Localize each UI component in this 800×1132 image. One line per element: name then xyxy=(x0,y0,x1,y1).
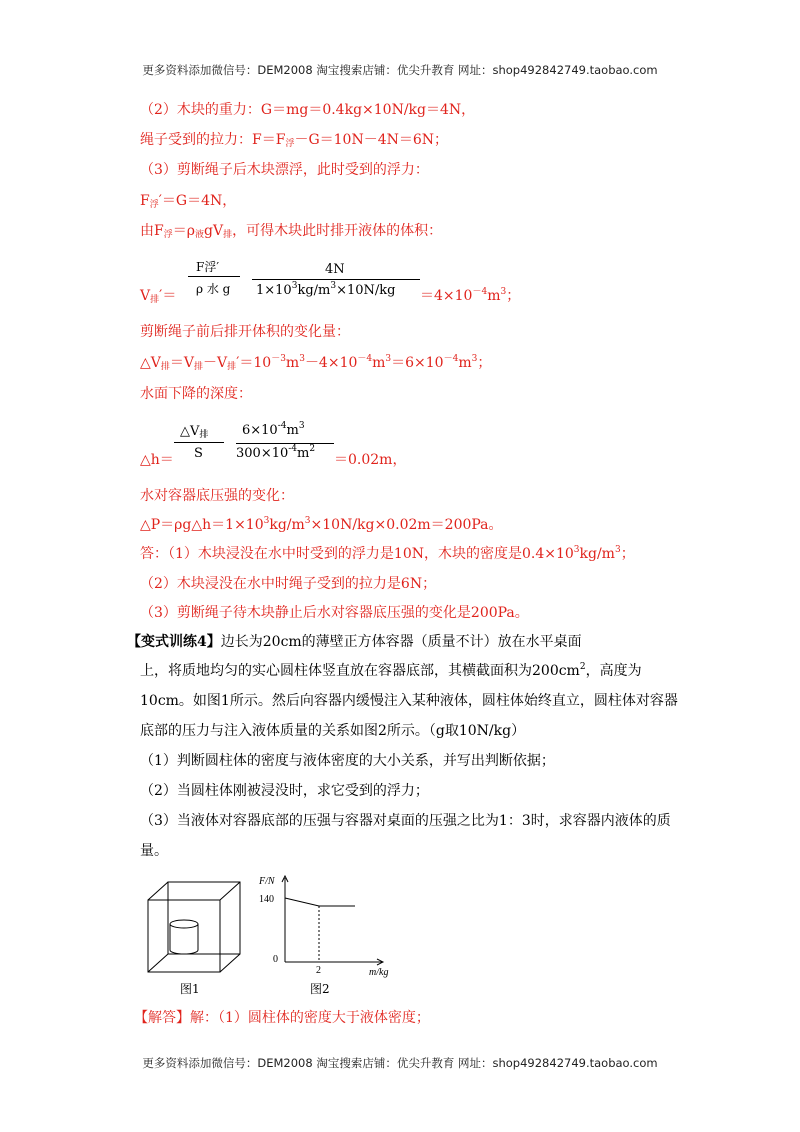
origin-label: 0 xyxy=(273,954,278,965)
y-axis-label: F/N xyxy=(259,876,275,887)
solution-line-10-left: △h＝ xyxy=(140,452,174,468)
fraction-4-bar xyxy=(236,443,334,444)
fraction-2-denominator: $1\times 10^3kg/m^3\times 10N/kg$ xyxy=(256,281,396,298)
question-line-4: 底部的压力与注入液体质量的关系如图2所示。（g取10N/kg） xyxy=(140,723,526,739)
cube-back-face xyxy=(168,882,240,954)
answer-start-text: 解：（1）圆柱体的密度大于液体密度； xyxy=(190,1010,430,1026)
solution-line-7: 剪断绳子前后排开体积的变化量： xyxy=(140,324,350,340)
cube-front-face xyxy=(148,900,220,972)
fraction-4-numerator: $6\times 10^{-4}m^3$ xyxy=(242,421,305,438)
solution-line-6-left: $V_排'=$ xyxy=(140,288,177,305)
solution-line-6-right: $=4\times 10^{-4}m^3$； xyxy=(420,287,521,304)
solution-line-4: $F_浮'=G=4N$， xyxy=(140,193,237,210)
answer-line-3: （3）剪断绳子待木块静止后水对容器底压强的变化是200Pa。 xyxy=(140,605,529,621)
solution-line-1: （2）木块的重力：G＝mg＝0.4kg×10N/kg＝4N， xyxy=(140,102,476,118)
page-header: 更多资料添加微信号：DEM2008 淘宝搜索店铺：优尖升教育 网址：shop492842749.taobao.com xyxy=(142,63,658,77)
question-line-3: 10cm。如图1所示。然后向容器内缓慢注入某种液体，圆柱体始终直立，圆柱体对容器 xyxy=(140,693,678,709)
answer-line-1: 答：（1）木块浸没在水中时受到的浮力是10N，木块的密度是$0.4\times 10^3kg/m^3$； xyxy=(140,545,635,562)
figure-1-caption: 图1 xyxy=(180,982,200,996)
figure-2-caption: 图2 xyxy=(310,982,330,996)
fraction-3-bar xyxy=(174,442,224,443)
fraction-2-numerator: 4N xyxy=(325,262,345,277)
answer-start-line xyxy=(134,1009,430,1027)
answer-tag: 【解答】 xyxy=(134,1010,190,1026)
question-line-1-text: 边长为20cm的薄壁正方体容器（质量不计）放在水平桌面 xyxy=(220,634,582,650)
fraction-2-bar xyxy=(252,279,420,280)
graph-line xyxy=(285,898,355,906)
fraction-1-denominator: ρ 水 g xyxy=(196,282,231,296)
fraction-1-numerator: F浮′ xyxy=(196,260,220,274)
fraction-4-denominator: $300\times 10^{-4}m^2$ xyxy=(236,444,316,461)
solution-line-10-right: ＝0.02m， xyxy=(334,452,407,468)
solution-line-9: 水面下降的深度： xyxy=(140,386,252,402)
solution-line-5: 由$F_浮=\rho_液gV_排$，可得木块此时排开液体的体积： xyxy=(140,223,443,240)
solution-line-2: 绳子受到的拉力：$F=F_浮-G=10N-4N=6N$； xyxy=(140,132,449,149)
question-line-7: （3）当液体对容器底部的压强与容器对桌面的压强之比为1：3时，求容器内液体的质 xyxy=(140,813,671,829)
solution-line-8: $\triangle V_排=V_排-V_排'=10^{-3}m^3-4\times 10^{-4}m^3=6\times 10^{-4}m^3$； xyxy=(140,354,492,372)
fraction-1-bar xyxy=(188,276,240,277)
question-tag: 【变式训练4】 xyxy=(127,634,221,650)
solution-line-12: $\triangle P=\rho g\triangle h=1\times 10^3kg/m^3\times 10N/kg\times 0.02m=200Pa$。 xyxy=(140,516,503,533)
x-tick-label: 2 xyxy=(316,965,321,976)
solution-line-3: （3）剪断绳子后木块漂浮，此时受到的浮力： xyxy=(140,162,429,178)
question-line-2: 上，将质地均匀的实心圆柱体竖直放在容器底部，其横截面积为$200cm^2$，高度为 xyxy=(140,662,642,679)
solution-line-11: 水对容器底压强的变化： xyxy=(140,488,294,504)
question-line-1 xyxy=(127,633,582,651)
answer-line-2: （2）木块浸没在水中时绳子受到的拉力是6N； xyxy=(140,576,437,592)
question-line-5: （1）判断圆柱体的密度与液体密度的大小关系，并写出判断依据； xyxy=(140,753,555,769)
question-line-6: （2）当圆柱体刚被浸没时，求它受到的浮力； xyxy=(140,783,429,799)
cylinder-top xyxy=(170,920,198,928)
y-tick-label: 140 xyxy=(259,894,274,905)
fraction-3-denominator: S xyxy=(194,446,203,461)
figure-2-force-mass-graph xyxy=(255,872,405,980)
question-line-8: 量。 xyxy=(140,843,168,859)
page-footer: 更多资料添加微信号：DEM2008 淘宝搜索店铺：优尖升教育 网址：shop492842749.taobao.com xyxy=(142,1056,658,1070)
fraction-3-numerator: $\triangle V_排$ xyxy=(180,424,209,440)
x-axis-label: m/kg xyxy=(369,967,389,978)
